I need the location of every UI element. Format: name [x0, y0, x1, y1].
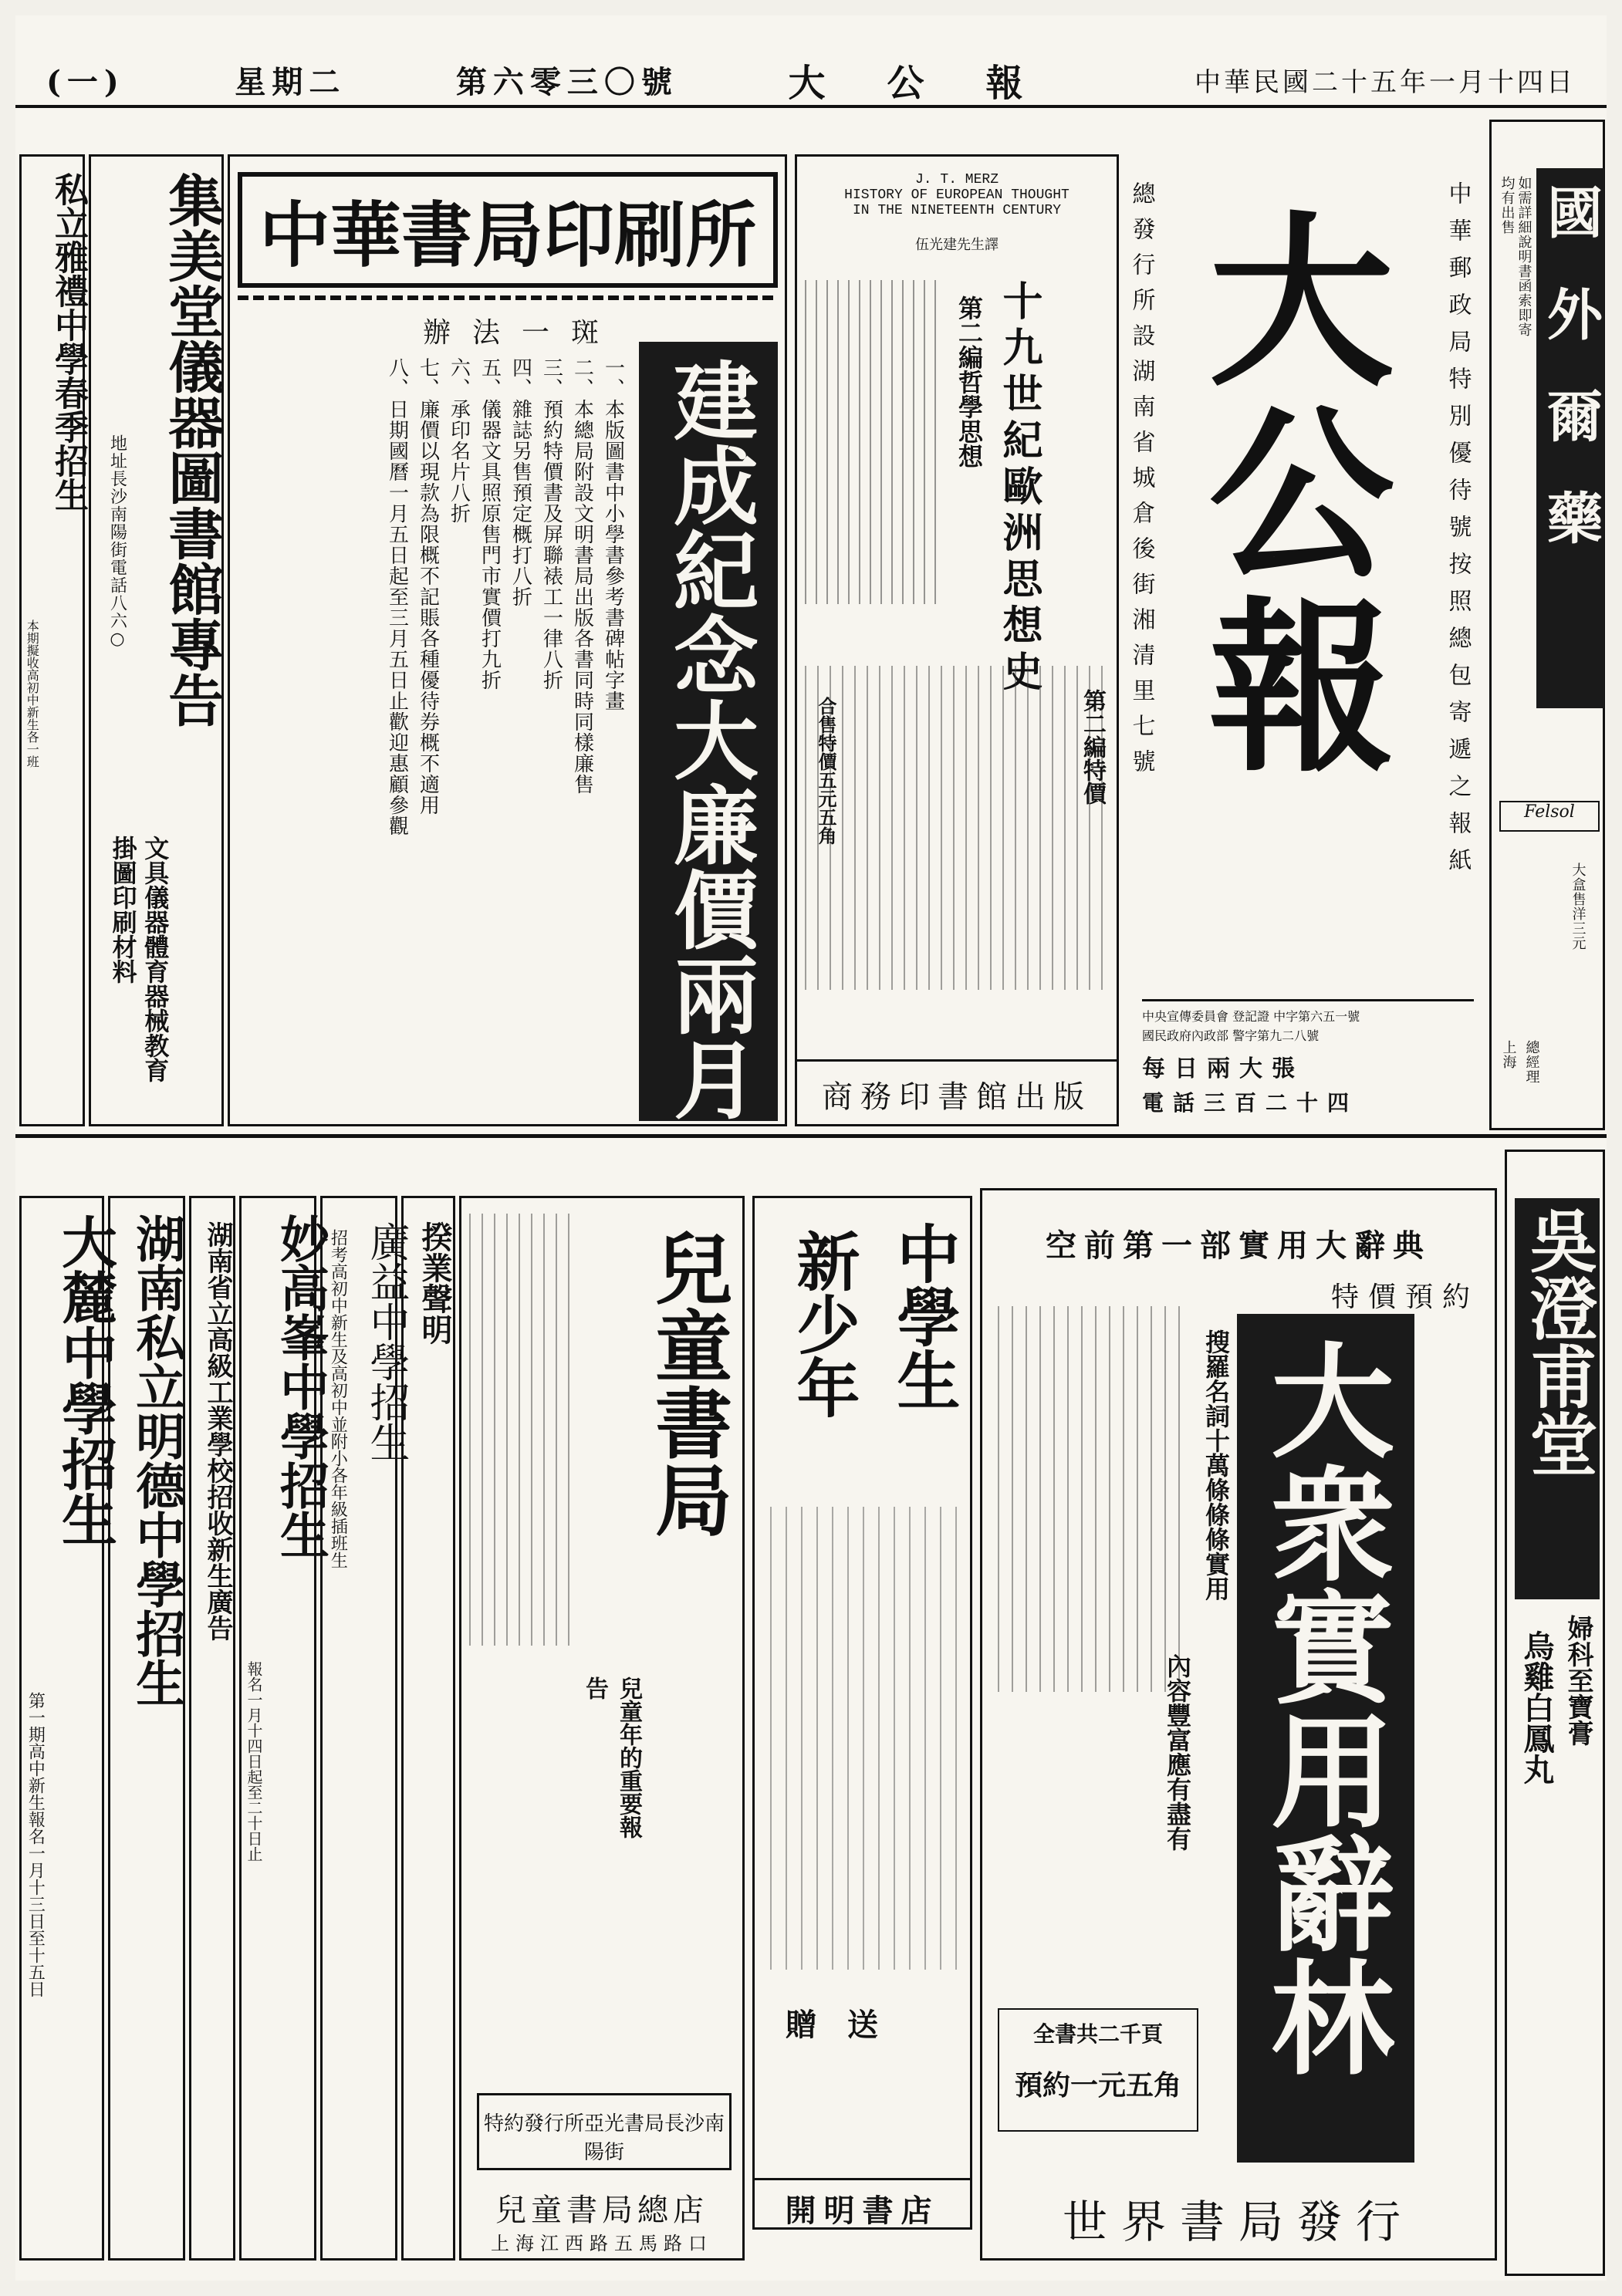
fine-print-block: [805, 666, 1113, 990]
english-title: [797, 172, 1117, 218]
pharmacy-title: 國外爾藥: [1538, 184, 1603, 591]
gaoji-title: 湖南省立高級工業學校招收新生廣告: [202, 1221, 233, 1641]
special-price: 第二編特價: [1079, 689, 1106, 805]
pharmacy-city: 上海: [1500, 1040, 1517, 1069]
world-book-promo: 特價預約: [1330, 1281, 1479, 1313]
daily-sheets: 每日兩大張: [1142, 1055, 1304, 1083]
fine-print-block: [805, 280, 944, 604]
rule-item: 五、儀器文具照原售門市實價打九折: [478, 357, 502, 690]
jimei-address: 地址長沙南陽街電話八六○: [107, 434, 127, 650]
combined-price: 合售特價五元五角: [815, 697, 837, 845]
price-line: 預約一元五角: [1014, 2069, 1181, 2102]
pharmacy-agent: 總經理: [1523, 1040, 1540, 1084]
dalu-ad: [19, 1196, 117, 2261]
rule-item: 八、日期國曆一月五日起至三月五日止歡迎惠顧參觀: [385, 357, 409, 836]
gift-label: 贈送: [786, 2007, 909, 2043]
newspaper-page: [15, 15, 1607, 2281]
zhonghua-ad: [228, 154, 787, 1126]
world-book-publisher: 世界書局發行: [1062, 2196, 1414, 2248]
issue-number: 第六零三〇號: [455, 63, 678, 100]
world-book-title: 大衆實用辭林: [1250, 1337, 1394, 2078]
page-number: (一): [46, 63, 125, 100]
weekday: 星期二: [235, 63, 346, 100]
guangyi-line: 招考高初中新生及高初中並附小各年級插班生: [328, 1229, 348, 1568]
slogan-text: 建成紀念大廉價兩月: [660, 357, 759, 1121]
miaogaofeng-ad: [239, 1196, 329, 2261]
slogan-panel: [639, 342, 778, 1121]
xinshaonian-title: 新少年: [786, 1229, 860, 1419]
miaogaofeng-title: 妙高峯中學招生: [272, 1214, 329, 1559]
newspaper-name: 大公報: [788, 61, 1085, 105]
school-title: 私立雅禮中學春季招生: [49, 172, 88, 512]
commercial-press-ad: [795, 154, 1119, 1126]
world-book-title-panel: [1237, 1314, 1414, 2163]
fine-print-block: [469, 1214, 569, 1646]
pharmacy-price: 大盒售洋三元: [1570, 863, 1587, 950]
medicine-title: 吳澄甫堂: [1519, 1206, 1599, 1477]
pharmacy-line: 均有出售: [1499, 176, 1516, 235]
book-subtitle: 第二編哲學思想: [955, 295, 984, 468]
miaogaofeng-line: 報名一月十四日起至二十日止: [245, 1661, 263, 1862]
world-book-top: 空前第一部實用大辭典: [1046, 1227, 1431, 1264]
jimei-title: 集美堂儀器圖書館專告: [159, 172, 225, 728]
dalu-line: 第一期高中新生報名一月十三日至十五日: [25, 1692, 46, 1997]
fine-print-block: [998, 1306, 1183, 1692]
masthead: [15, 54, 1607, 108]
gaoji-ad: [189, 1196, 235, 2261]
registration-line: 中央宣傳委員會 登記證 中字第六五一號: [1142, 1009, 1360, 1024]
jimei-sub: 文具儀器體育器械教育掛圖印刷材料: [108, 836, 171, 1082]
medicine-name: 烏雞白鳳丸: [1519, 1630, 1555, 1784]
english-line: IN THE NINETEENTH CENTURY: [852, 203, 1062, 218]
mingde-title: 湖南私立明德中學招生: [127, 1214, 185, 1707]
zhonghua-banner: 中華書局印刷所: [238, 172, 778, 288]
zhongxuesheng-title: 中學生: [887, 1221, 960, 1411]
pharmacy-ad: [1489, 120, 1605, 1130]
registration-line: 國民政府內政部 警字第九二八號: [1142, 1028, 1320, 1044]
children-bookshop-ad: [459, 1196, 745, 2261]
dotted-rule: [238, 295, 778, 300]
medicine-title-panel: [1515, 1198, 1600, 1599]
translator: 伍光建先生譯: [915, 237, 999, 253]
english-line: HISTORY OF EUROPEAN THOUGHT: [844, 187, 1070, 203]
jimei-ad: [89, 154, 224, 1126]
dalu-title: 大麓中學招生: [52, 1214, 117, 1547]
fine-print-block: [770, 1507, 959, 1970]
pharmacy-line: 如需詳細說明書函索即寄: [1516, 176, 1532, 337]
zhonghua-subtitle: 辦法一斑: [423, 317, 621, 349]
section-divider: [15, 1134, 1607, 1138]
rule-item: 七、廉價以現款為限概不記賬各種優待券概不適用: [416, 357, 440, 815]
publisher-name: 商務印書館出版: [797, 1059, 1117, 1116]
rule-item: 二、本總局附設文明書局出版各書同時同樣廉售: [570, 357, 594, 795]
rule-item: 四、雜誌另售預定概打八折: [509, 357, 532, 607]
children-footer: 兒童書局總店: [495, 2193, 708, 2228]
world-book-feature: 搜羅名詞十萬條條條實用: [1201, 1329, 1231, 1601]
children-headline: 兒童年的重要報告: [581, 1676, 642, 1838]
product-box-image: Felsol: [1499, 801, 1600, 832]
dagongbao-title-block: [1127, 120, 1485, 1130]
world-book-ad: [980, 1188, 1497, 2261]
rule-item: 一、本版圖書中小學書參考書碑帖字畫: [601, 357, 625, 711]
postal-notice: 中華郵政局特別優待號按照總包寄遞之報紙: [1444, 181, 1472, 885]
phone-number: 電話三百二十四: [1142, 1090, 1359, 1116]
issue-date: 中華民國二十五年一月十四日: [1195, 66, 1576, 98]
medicine-sub: 婦科至寶膏: [1563, 1615, 1593, 1746]
book-title: 十九世紀歐洲思想史: [995, 280, 1042, 697]
guangyi-title: 廣益中學招生: [363, 1221, 409, 1462]
school-line: 本期擬收高初中新生各一班: [25, 620, 40, 768]
rule-item: 三、預約特價書及屏聯裱工一律八折: [539, 357, 563, 690]
children-bookshop-title: 兒童書局: [642, 1229, 732, 1538]
registration-block: [1142, 999, 1474, 1115]
pharmacy-title-panel: [1536, 168, 1604, 708]
special-agent-box: 特約發行所亞光書局長沙南陽街: [477, 2093, 732, 2170]
dagongbao-logo: 大公報: [1178, 204, 1394, 783]
kaiming-publisher: 開明書店: [755, 2178, 970, 2230]
kaiming-ad: [752, 1196, 972, 2230]
private-school-ad: [19, 154, 88, 1126]
publisher-address: 總發行所設湖南省城倉後街湘清里七號: [1127, 181, 1155, 785]
rule-item: 六、承印名片八折: [447, 357, 471, 524]
price-line: 全書共二千頁: [1032, 2021, 1163, 2047]
declaration-title: 揆業聲明: [417, 1221, 453, 1345]
medicine-ad: [1505, 1150, 1605, 2276]
english-line: J. T. MERZ: [914, 172, 999, 187]
world-book-price-box: [998, 2008, 1198, 2132]
children-address: 上海江西路五馬路口: [491, 2233, 713, 2254]
world-book-feature: 內容豐富應有盡有: [1163, 1653, 1192, 1851]
